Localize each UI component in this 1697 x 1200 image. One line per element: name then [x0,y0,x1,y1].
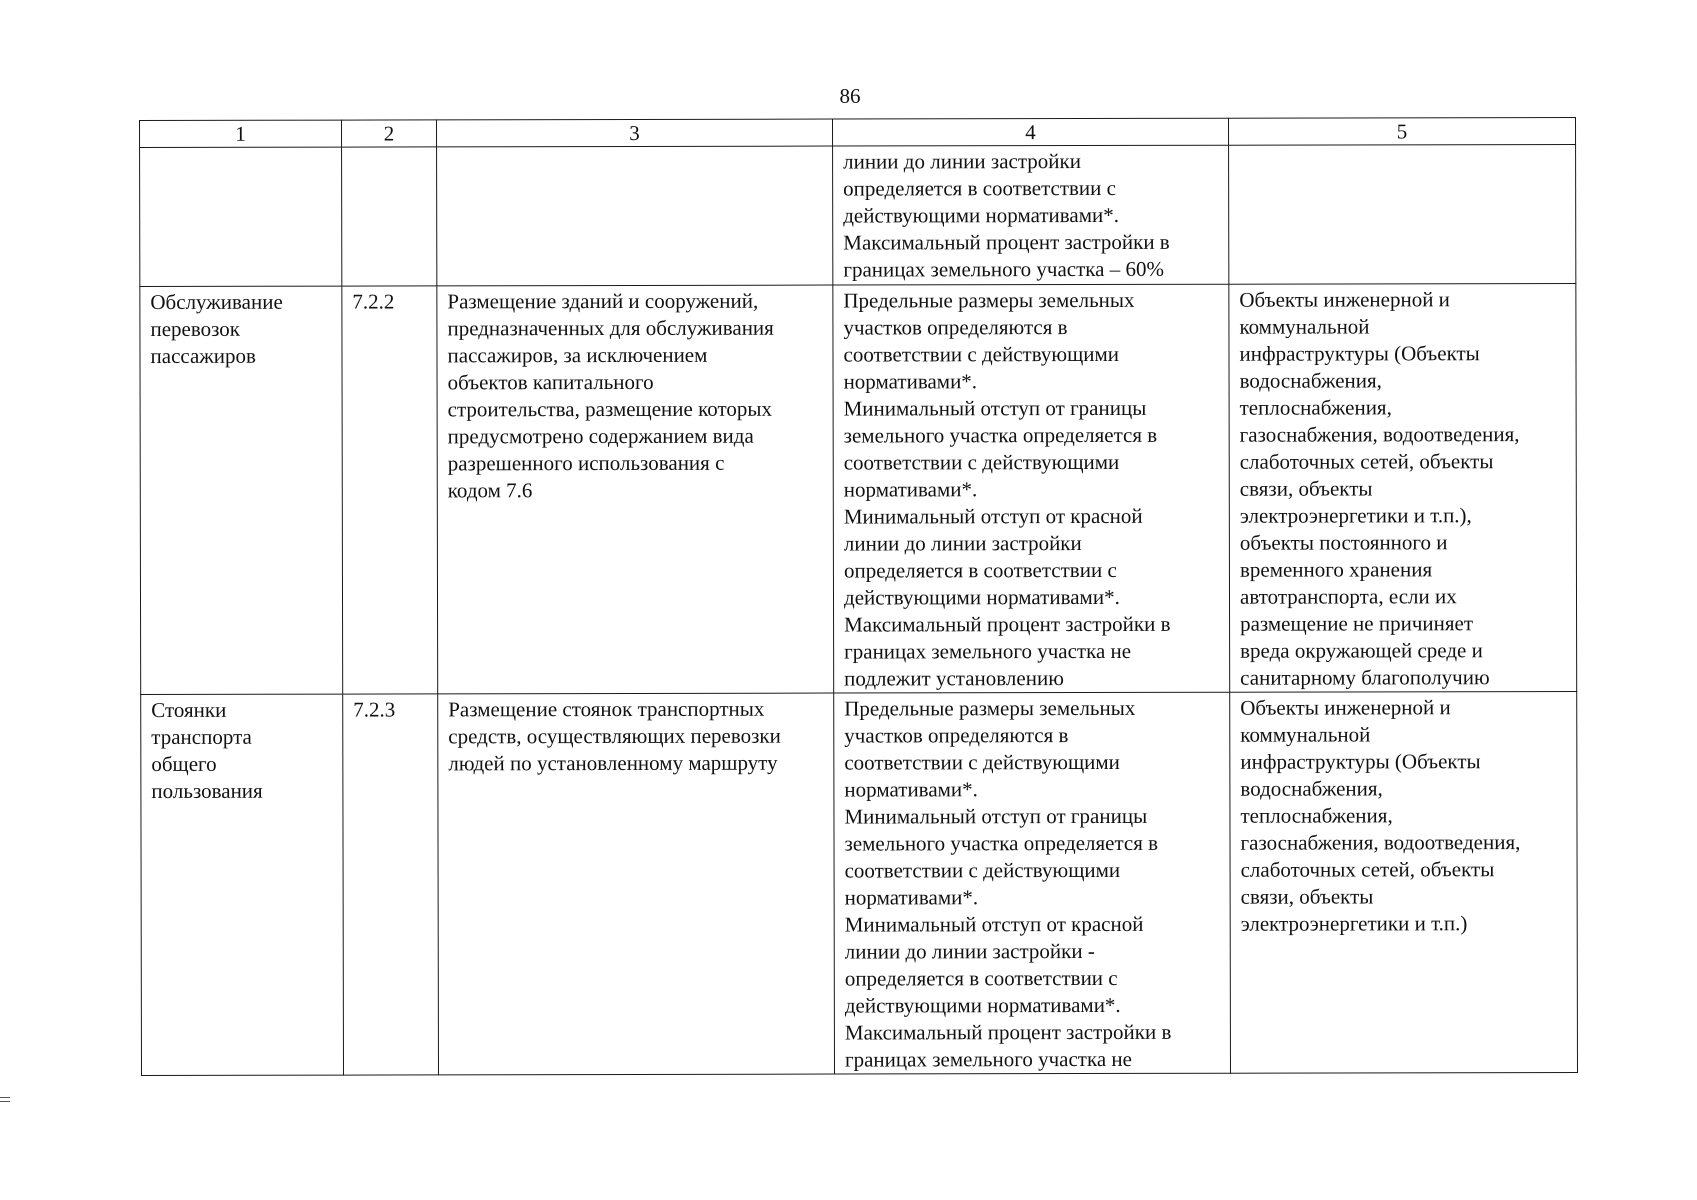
use-description-cell: Размещение зданий и сооружений, предназначенных для обслуживания пассажиров, за исключением объектов капитального строительства, размещение которых предусмотрено содержанием вида разрешенного использования с кодом 7.6 [437,285,834,694]
use-description-cell [437,146,833,286]
use-code-cell [342,147,437,286]
land-use-table [139,117,1578,1076]
table-row [141,691,1578,1075]
use-name-cell: Обслуживание перевозок пассажиров [140,286,343,694]
use-code-cell: 7.2.2 [342,286,438,694]
use-name-cell: Стоянки транспорта общего пользования [141,694,344,1075]
building-parameters-cell: Предельные размеры земельных участков определяются в соответствии с действующими нормативами*. Минимальный отступ от границы земельного участка определяется в соответствии с действующими нормативами*. Минимальный отступ от красной линии до линии застройки - определяется в соответствии с действующими нормативами*. Максимальный процент застройки в границах земельного участка не [834,692,1231,1074]
auxiliary-uses-cell: Объекты инженерной и коммунальной инфраструктуры (Объекты водоснабжения, теплоснабжения, газоснабжения, водоотведения, слаботочных сетей, объекты связи, объекты электроэнергетики и т.п.) [1230,691,1578,1073]
page-number: 86 [839,84,861,108]
table-row [140,144,1576,286]
building-parameters-cell: линии до линии застройки определяется в соответствии с действующими нормативами*. Максимальный процент застройки в границах земельного участка – 60% [833,145,1229,285]
use-code-cell: 7.2.3 [343,694,439,1075]
use-description-cell: Размещение стоянок транспортных средств, осуществляющих перевозки людей по установленному маршруту [438,693,835,1075]
column-header-1: 1 [140,120,342,147]
building-parameters-cell: Предельные размеры земельных участков определяются в соответствии с действующими нормативами*. Минимальный отступ от границы земельного участка определяется в соответствии с действующими нормативами*. Минимальный отступ от красной линии до линии застройки определяется в соответствии с действующими нормативами*. Максимальный процент застройки в границах земельного участка не подлежит установлению [833,284,1230,693]
column-header-4: 4 [832,118,1228,146]
auxiliary-uses-cell: Объекты инженерной и коммунальной инфраструктуры (Объекты водоснабжения, теплоснабжения, газоснабжения, водоотведения, слаботочных сетей, объекты связи, объекты электроэнергетики и т.п.), объекты постоянного и временного хранения автотранспорта, если их размещение не причиняет вреда окружающей среде и санитарному благополучию [1229,283,1577,692]
column-header-3: 3 [437,119,833,147]
table-row [140,283,1577,694]
use-name-cell [140,147,342,286]
column-header-2: 2 [342,120,437,147]
auxiliary-uses-cell [1229,144,1576,284]
column-header-5: 5 [1228,117,1575,145]
table-header-row [140,117,1576,147]
scan-edge-mark [0,1097,10,1102]
